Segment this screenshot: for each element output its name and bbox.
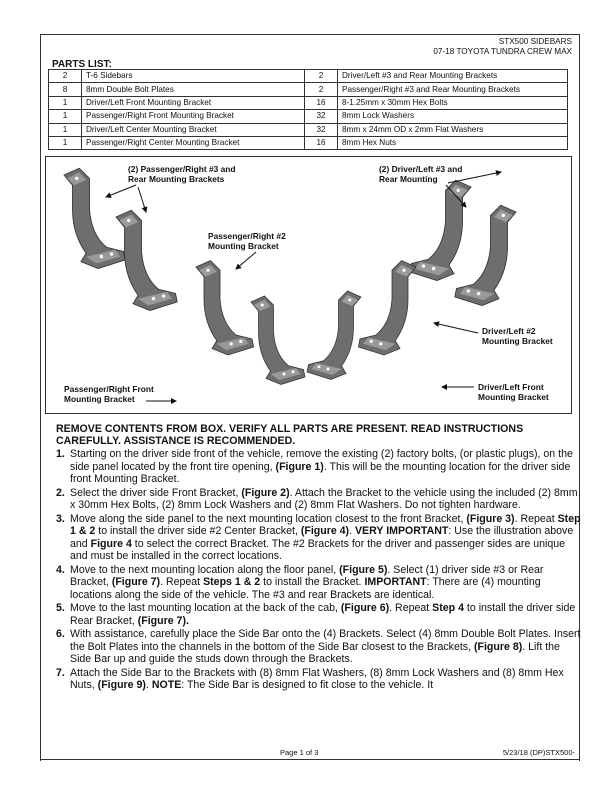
step-text: Attach the Side Bar to the Brackets with (8) 8mm Flat Washers, (8) 8mm Lock Washers and (8) 8mm Hex Nuts,	[70, 666, 564, 691]
step-emphasis: VERY IMPORTANT	[354, 525, 449, 537]
step-text: to install the driver side #2 Center Bracket,	[95, 525, 301, 537]
parts-row	[49, 136, 568, 149]
step-number: 1.	[56, 448, 65, 460]
step-text: Starting on the driver side front of the vehicle, remove the existing (2) factory bolts, (or plastic plugs), on the side panel located by the front tire opening,	[70, 448, 573, 473]
driver-rear-bracket	[455, 205, 516, 305]
part-description: T-6 Sidebars	[82, 70, 305, 83]
step-emphasis: (Figure 6)	[340, 602, 390, 614]
driver-rear-bracket	[410, 180, 471, 280]
step-emphasis: (Figure 7).	[137, 614, 189, 627]
page-number: Page 1 of 3	[280, 748, 319, 757]
part-description: Driver/Left Front Mounting Bracket	[82, 96, 305, 109]
step-text: . Repeat	[160, 576, 204, 588]
label-driver-center-bracket	[482, 326, 553, 346]
step-text: : The Side Bar is designed to fit close to the vehicle. It	[181, 679, 434, 691]
step-text: Select the driver side Front Bracket,	[70, 486, 242, 499]
label-line: Driver/Left #2	[482, 326, 536, 336]
step-text: . Lift the Side Bar up and guide the studs down through the Brackets.	[70, 640, 560, 665]
label-line: (2) Driver/Left #3 and	[379, 164, 463, 174]
step-text: .	[349, 525, 355, 537]
parts-list-title: PARTS LIST:	[52, 59, 112, 70]
step-emphasis: Figure 4	[90, 537, 132, 550]
instruction-step	[56, 513, 584, 563]
instruction-step	[56, 564, 584, 602]
step-text: Move to the last mounting location at the back of the cab,	[70, 602, 341, 614]
instruction-step	[56, 667, 584, 692]
step-emphasis: (Figure 4)	[300, 525, 350, 537]
step-emphasis: Step 1 & 2	[70, 512, 581, 537]
part-quantity: 8	[49, 83, 82, 96]
step-text: to install the Bracket.	[260, 576, 365, 588]
step-number: 5.	[56, 602, 65, 614]
step-text: : There are (4) mounting locations along the side of the vehicle. The #3 and rear Brackets are identical.	[70, 576, 541, 601]
part-description: Driver/Left Center Mounting Bracket	[82, 123, 305, 136]
instruction-step	[56, 628, 584, 666]
step-emphasis: NOTE	[151, 679, 182, 691]
part-quantity: 16	[305, 96, 338, 109]
part-quantity: 16	[305, 136, 338, 149]
part-description: Passenger/Right Center Mounting Bracket	[82, 136, 305, 149]
part-quantity: 32	[305, 110, 338, 123]
step-number: 3.	[56, 512, 65, 525]
step-text: Move to the next mounting location along the floor panel,	[70, 563, 340, 576]
document-reference: 5/23/18 (DP)STX500-	[502, 748, 575, 757]
step-text: . Repeat	[514, 512, 558, 525]
label-line: Mounting Bracket	[208, 241, 279, 251]
step-emphasis: IMPORTANT	[364, 576, 427, 588]
label-line: Mounting Bracket	[482, 336, 553, 346]
step-text: . Attach the Bracket to the vehicle using the included (2) 8mm x 30mm Hex Bolts, (2) 8mm Lock Washers and (2) 8mm Flat Washers. Do not tighten hardware.	[70, 486, 578, 511]
part-description: 8mm Lock Washers	[338, 110, 568, 123]
parts-row	[49, 110, 568, 123]
step-emphasis: (Figure 5)	[339, 563, 388, 576]
passenger-front-bracket	[251, 296, 305, 385]
part-description: 8mm x 24mm OD x 2mm Flat Washers	[338, 123, 568, 136]
instruction-step	[56, 448, 584, 486]
bracket-illustration	[45, 156, 572, 414]
part-quantity: 2	[305, 83, 338, 96]
label-line: Passenger/Right Front	[64, 384, 154, 394]
step-text: . Select (1) driver side #3 or Rear Bracket,	[70, 563, 544, 588]
label-line: Rear Mounting Brackets	[128, 174, 225, 184]
step-emphasis: (Figure 3)	[466, 512, 515, 525]
step-emphasis: (Figure 7)	[111, 576, 161, 588]
part-quantity: 1	[49, 123, 82, 136]
part-quantity: 1	[49, 96, 82, 109]
passenger-rear-bracket	[116, 210, 177, 310]
step-emphasis: Step 4	[432, 602, 464, 614]
label-passenger-front-bracket	[64, 384, 154, 404]
step-emphasis: (Figure 9)	[97, 679, 146, 691]
step-text: to install the driver side Rear Bracket,	[70, 602, 576, 627]
label-line: Mounting Bracket	[478, 392, 549, 402]
parts-row	[49, 123, 568, 136]
label-line: Mounting Bracket	[64, 394, 135, 404]
parts-row	[49, 70, 568, 83]
passenger-center-bracket	[196, 261, 254, 355]
step-text: Move along the side panel to the next mounting location closest to the front Bracket,	[70, 512, 467, 525]
instruction-step	[56, 602, 584, 627]
part-description: Passenger/Right #3 and Rear Mounting Brackets	[338, 83, 568, 96]
brackets-drawing	[46, 157, 571, 413]
instruction-steps	[56, 448, 584, 693]
step-emphasis: (Figure 2)	[241, 486, 290, 499]
label-line: Rear Mounting	[379, 174, 438, 184]
footer-divider	[40, 759, 579, 760]
part-description: 8mm Hex Nuts	[338, 136, 568, 149]
step-text: . Repeat	[389, 602, 433, 614]
passenger-rear-bracket	[64, 168, 125, 268]
step-emphasis: (Figure 1)	[275, 460, 324, 473]
part-description: 8-1.25mm x 30mm Hex Bolts	[338, 96, 568, 109]
part-description: Driver/Left #3 and Rear Mounting Brackets	[338, 70, 568, 83]
driver-front-bracket	[307, 291, 361, 380]
part-description: 8mm Double Bolt Plates	[82, 83, 305, 96]
driver-center-bracket	[358, 261, 416, 355]
parts-row	[49, 96, 568, 109]
step-text: : Use the illustration above and	[70, 525, 574, 550]
part-quantity: 1	[49, 136, 82, 149]
step-number: 2.	[56, 486, 65, 499]
label-driver-rear-brackets	[379, 164, 462, 184]
step-emphasis: (Figure 8)	[473, 640, 523, 653]
step-number: 6.	[56, 628, 65, 640]
parts-list-table	[48, 69, 568, 150]
step-text: With assistance, carefully place the Side Bar onto the (4) Brackets. Select (4) 8mm Double Bolt Plates. Insert the Bolt Plates into the channels in the bottom of the Side Bar closest to the Brackets,	[70, 628, 581, 653]
intro-warning: REMOVE CONTENTS FROM BOX. VERIFY ALL PARTS ARE PRESENT. READ INSTRUCTIONS CAREFULLY. ASSISTANCE IS RECOMMENDED.	[56, 423, 524, 447]
label-line: Passenger/Right #2	[208, 231, 286, 241]
label-line: (2) Passenger/Right #3 and	[128, 164, 236, 174]
part-quantity: 32	[305, 123, 338, 136]
step-number: 7.	[56, 666, 65, 679]
instruction-step	[56, 487, 584, 512]
step-text: .	[145, 679, 152, 691]
part-quantity: 2	[305, 70, 338, 83]
step-text: . This will be the mounting location for the driver side front Mounting Bracket.	[70, 460, 571, 485]
label-passenger-center-bracket	[208, 231, 286, 251]
part-description: Passenger/Right Front Mounting Bracket	[82, 110, 305, 123]
document-header	[433, 37, 572, 57]
vehicle-fitment: 07-18 TOYOTA TUNDRA CREW MAX	[433, 47, 572, 56]
label-driver-front-bracket	[478, 382, 549, 402]
step-text: to select the correct Bracket. The #2 Brackets for the driver and passenger sides are unique and must be installed in the correct locations.	[70, 537, 566, 562]
step-emphasis: Steps 1 & 2	[203, 576, 261, 588]
product-title: STX500 SIDEBARS	[498, 37, 572, 46]
step-number: 4.	[56, 563, 65, 576]
label-passenger-rear-brackets	[128, 164, 236, 184]
part-quantity: 2	[49, 70, 82, 83]
part-quantity: 1	[49, 110, 82, 123]
label-line: Driver/Left Front	[478, 382, 544, 392]
parts-row	[49, 83, 568, 96]
